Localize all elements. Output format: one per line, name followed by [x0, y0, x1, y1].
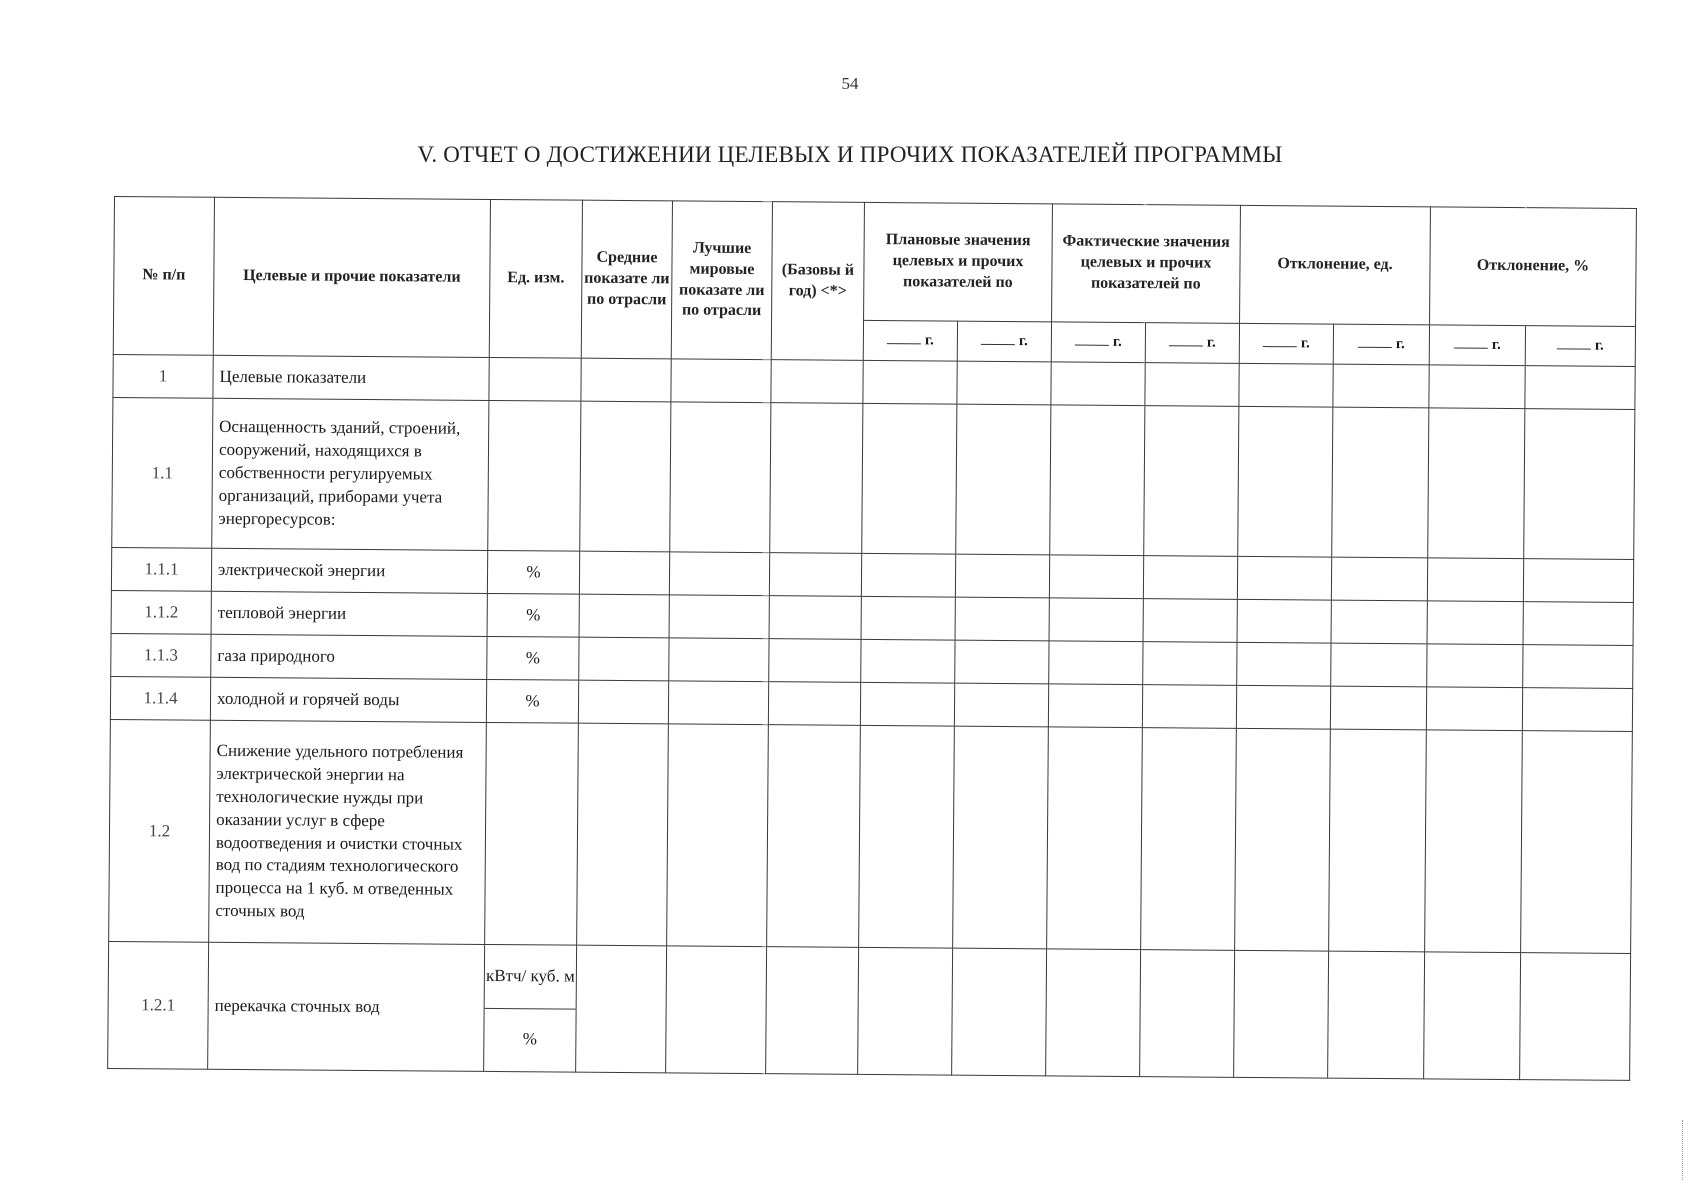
year-cell-actual-1: г.: [1051, 322, 1145, 363]
row-unit-primary: кВтч/ куб. м: [485, 945, 576, 1009]
year-cell-dev-pct-2: г.: [1525, 326, 1635, 367]
row-indicator: холодной и горячей воды: [210, 677, 486, 722]
year-blank-line: [1557, 348, 1591, 349]
header-deviation-units: Отклонение, ед.: [1240, 205, 1431, 324]
year-cell-dev-pct-1: г.: [1429, 325, 1525, 366]
header-deviation-percent: Отклонение, %: [1430, 207, 1637, 327]
year-cell-dev-units-1: г.: [1239, 323, 1333, 364]
year-blank-line: [1169, 345, 1203, 346]
year-cell-planned-1: г.: [863, 320, 957, 361]
row-indicator: Снижение удельного потребления электрической энергии на технологические нужды при оказании услуг в сфере водоотведения и очистки сточных вод по стадиям технологического процесса на 1 куб. м отведенных сточных вод: [209, 720, 487, 944]
year-blank-line: [887, 343, 921, 344]
header-world-best: Лучшие мировые показате ли по отрасли: [671, 201, 772, 360]
table-row: [112, 397, 1635, 559]
row-unit: [488, 400, 581, 551]
row-unit: %: [486, 679, 578, 723]
row-indicator: Оснащенность зданий, строений, сооружений, находящихся в собственности регулируемых организаций, приборами учета энергоресурсов:: [212, 398, 489, 550]
document-title: V. ОТЧЕТ О ДОСТИЖЕНИИ ЦЕЛЕВЫХ И ПРОЧИХ ПОКАЗАТЕЛЕЙ ПРОГРАММЫ: [417, 142, 1283, 167]
row-number: 1: [113, 354, 213, 398]
unit-split-container: [484, 945, 576, 1072]
year-blank-line: [1454, 348, 1488, 349]
year-blank-line: [1358, 347, 1392, 348]
header-row-main: [114, 197, 1637, 327]
row-unit: %: [487, 550, 579, 594]
row-indicator: электрической энергии: [211, 548, 487, 593]
table-row: [109, 719, 1633, 953]
year-blank-line: [1263, 346, 1297, 347]
year-cell-planned-2: г.: [957, 321, 1051, 362]
header-planned-values: Плановые значения целевых и прочих показателей по: [864, 202, 1053, 321]
year-blank-line: [981, 344, 1015, 345]
row-unit: [489, 357, 581, 401]
header-indicator: Целевые и прочие показатели: [213, 197, 490, 357]
row-number: 1.1: [112, 397, 213, 548]
row-indicator: газа природного: [211, 634, 487, 679]
page-number: 54: [841, 74, 859, 93]
row-unit-split: [484, 944, 577, 1072]
year-blank-line: [1075, 345, 1109, 346]
row-indicator: тепловой энергии: [211, 591, 487, 636]
header-unit: Ед. изм.: [489, 199, 582, 358]
table-row: [108, 941, 1631, 1080]
row-number: 1.1.3: [111, 633, 211, 677]
row-indicator: Целевые показатели: [213, 355, 489, 400]
row-number: 1.2.1: [108, 941, 209, 1069]
indicators-report-table: [107, 196, 1637, 1081]
row-unit-secondary: %: [522, 1029, 538, 1049]
row-number: 1.2: [109, 719, 211, 942]
row-number: 1.1.4: [110, 676, 210, 720]
row-unit: %: [487, 636, 579, 680]
report-sheet: [107, 196, 1636, 1108]
row-number: 1.1.1: [111, 547, 211, 591]
year-cell-actual-2: г.: [1145, 323, 1239, 364]
row-indicator: перекачка сточных вод: [208, 942, 485, 1071]
scan-edge-marks: [1682, 1120, 1691, 1180]
header-actual-values: Фактические значения целевых и прочих показателей по: [1052, 204, 1241, 323]
header-num: № п/п: [113, 197, 214, 356]
row-unit: %: [487, 593, 579, 637]
header-industry-average: Средние показате ли по отрасли: [581, 200, 672, 359]
header-base-year: (Базовы й год) <*>: [771, 202, 864, 361]
row-number: 1.1.2: [111, 590, 211, 634]
year-cell-dev-units-2: г.: [1333, 324, 1429, 365]
row-unit: [485, 722, 579, 945]
